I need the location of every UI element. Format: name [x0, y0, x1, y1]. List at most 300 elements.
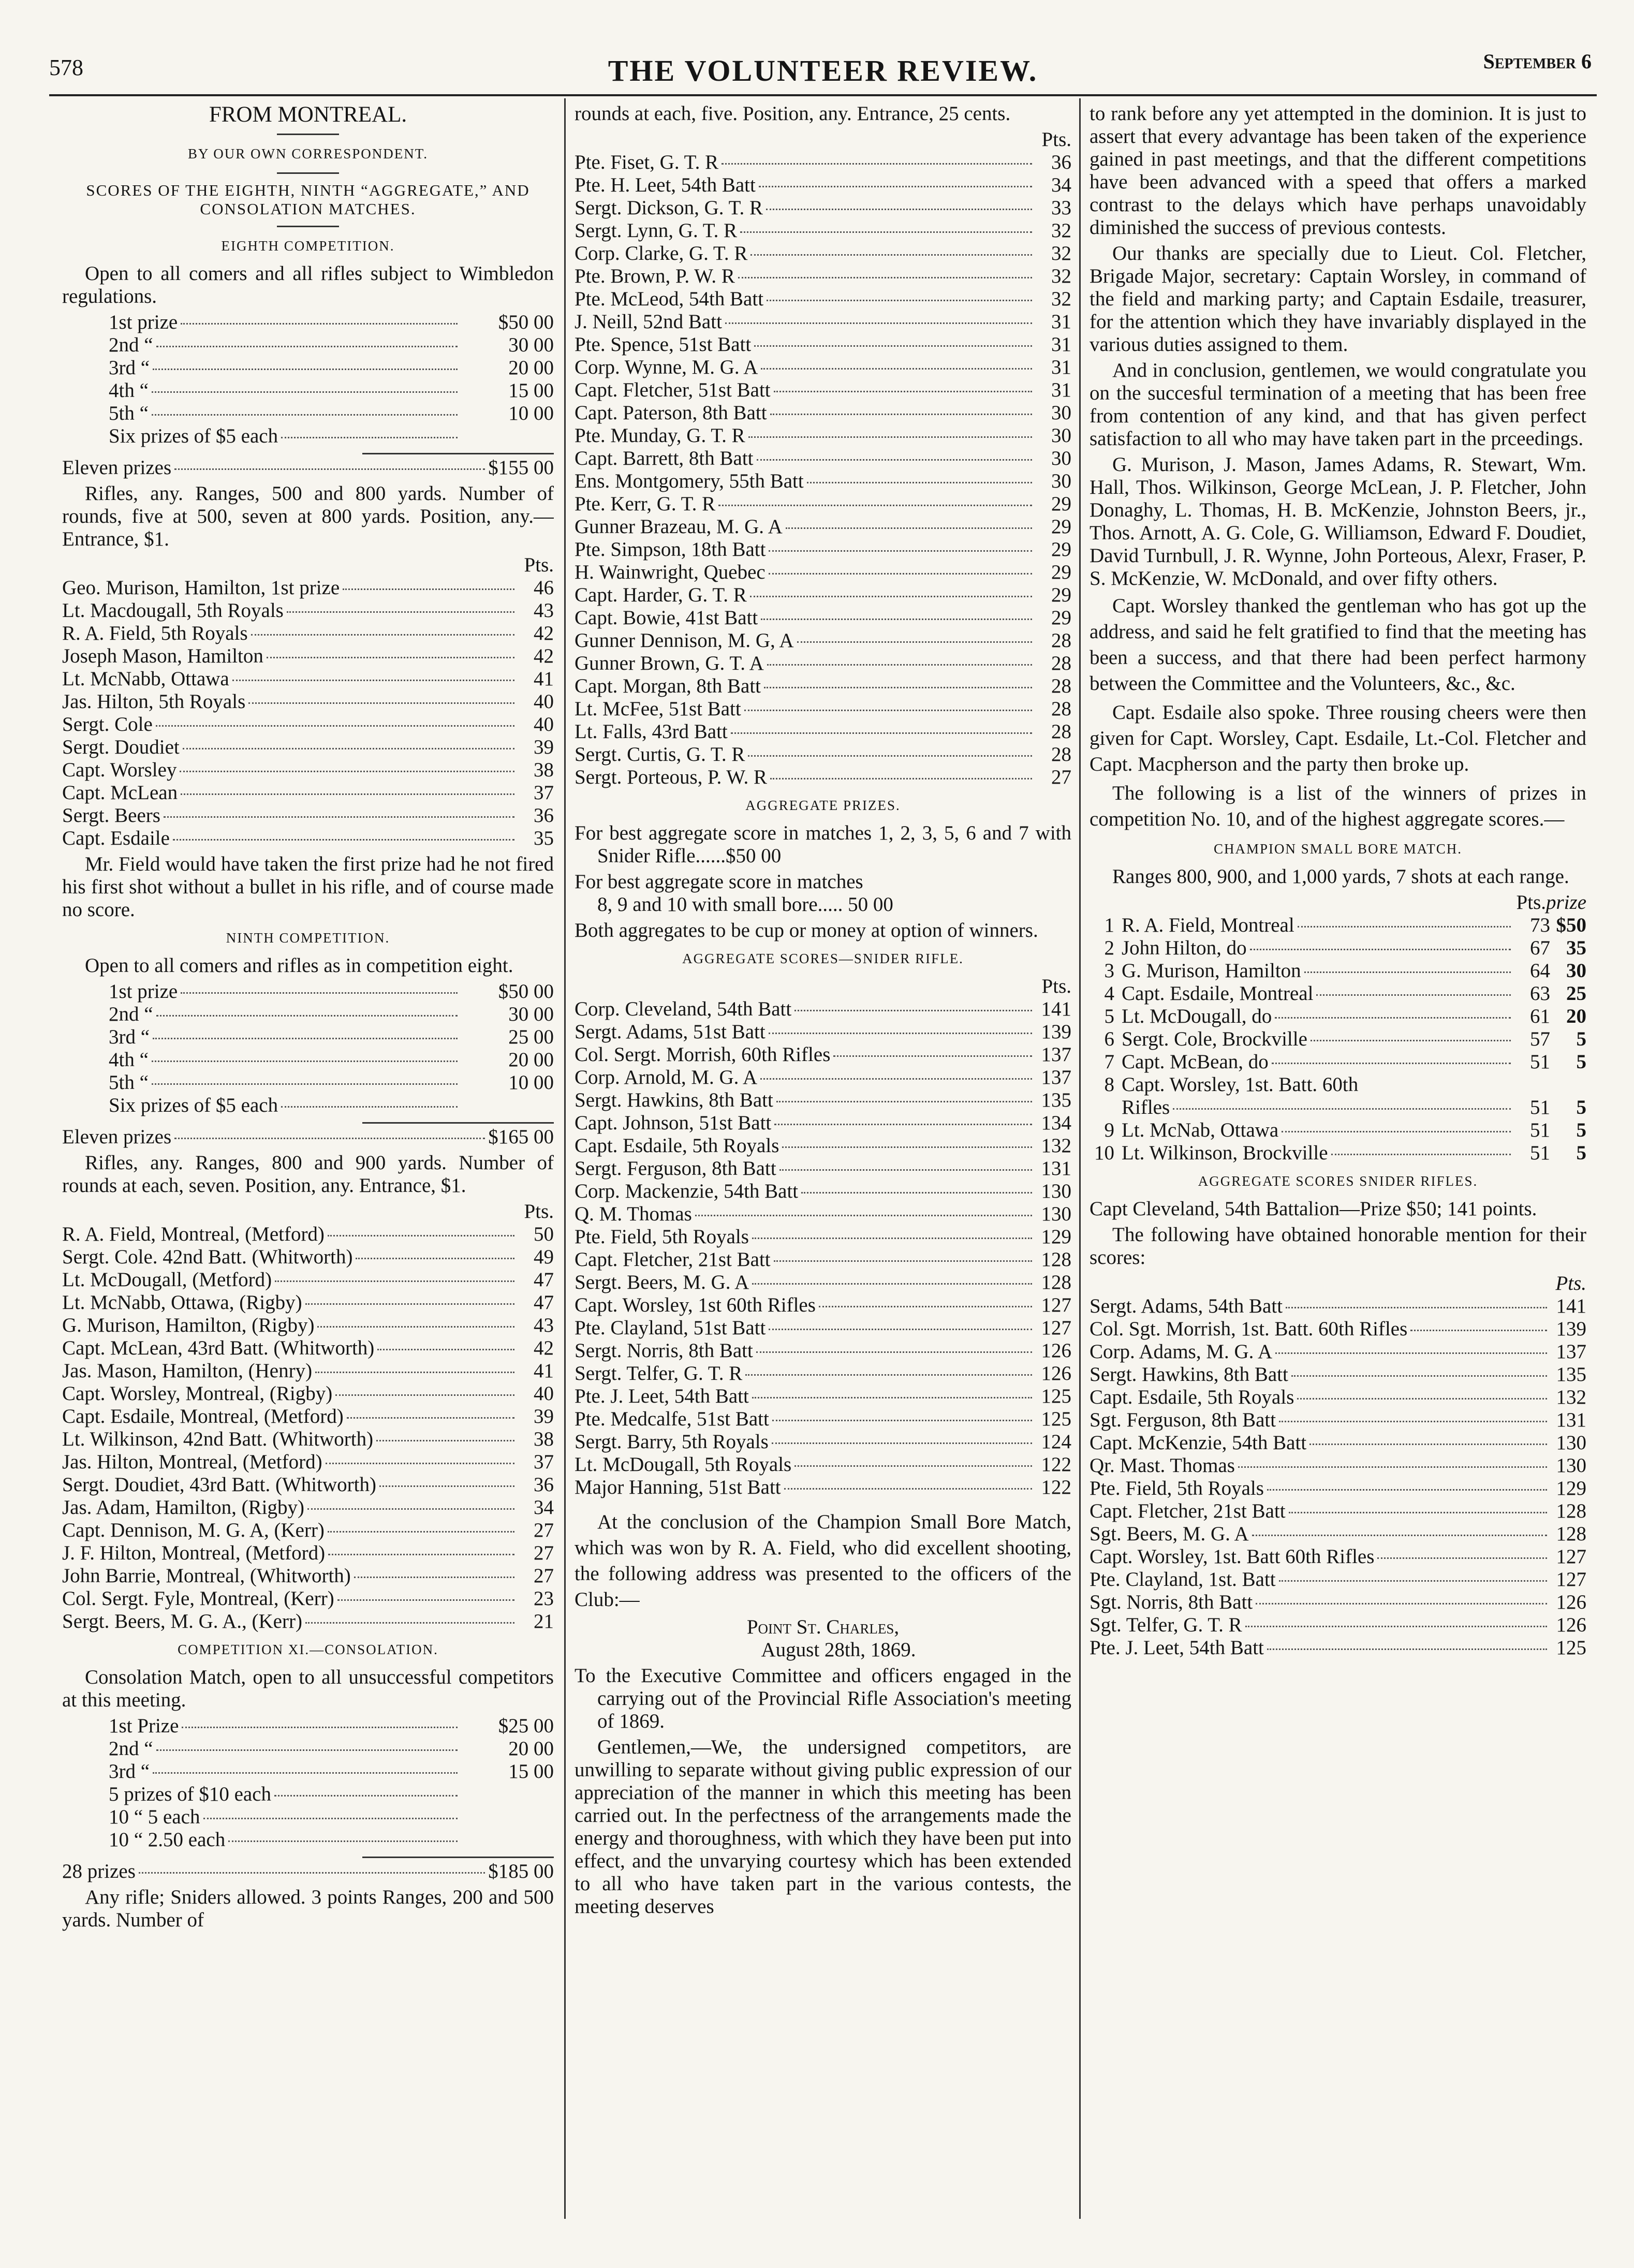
row-value: 38 — [534, 759, 554, 781]
dot-leader — [738, 277, 1032, 278]
row-label: Sergt. Hawkins, 8th Batt — [575, 1089, 773, 1111]
row-label: Col. Sergt. Fyle, Montreal, (Kerr) — [62, 1587, 334, 1610]
row-value: 27 — [534, 1565, 554, 1587]
dot-leader — [152, 1061, 458, 1062]
points: 64 — [1530, 960, 1550, 982]
row-label: Pte. Field, 5th Royals — [575, 1226, 749, 1248]
byline: BY OUR OWN CORRESPONDENT. — [187, 146, 429, 161]
score-row — [575, 629, 1071, 652]
row-value: 137 — [1041, 1066, 1071, 1088]
row-value: 40 — [534, 1382, 554, 1405]
score-row — [575, 311, 1071, 333]
score-row — [575, 1135, 1071, 1157]
prize-row — [62, 402, 554, 425]
row-label: Corp. Adams, M. G. A — [1090, 1341, 1273, 1363]
dot-leader — [1272, 1063, 1511, 1064]
prize-row — [62, 1071, 554, 1094]
section-title: AGGREGATE SCORES—SNIDER RIFLE. — [682, 951, 964, 966]
honorable-list — [1090, 1295, 1586, 1659]
publication-title: THE VOLUNTEER REVIEW. — [608, 54, 1038, 87]
prize-row — [62, 1760, 554, 1783]
dot-leader — [1279, 1421, 1547, 1422]
prize-row — [62, 311, 554, 334]
champion-row — [1090, 1073, 1586, 1096]
score-row — [62, 1314, 554, 1337]
row-label: 3rd “ — [109, 357, 150, 379]
score-row — [62, 599, 554, 622]
dot-leader — [1410, 1330, 1547, 1331]
row-label: Capt. Esdaile — [62, 827, 170, 849]
score-row — [62, 645, 554, 668]
total-rule — [362, 1122, 554, 1124]
row-label: Capt. Worsley — [62, 759, 177, 781]
row-value: 28 — [1051, 652, 1071, 674]
dot-leader — [1252, 1535, 1547, 1536]
address-recipient: To the Executive Committee and officers engaged in the carrying out of the Provincial Rifle Association's meeting of 1869. — [575, 1665, 1071, 1732]
row-label: 10 “ 5 each — [109, 1806, 200, 1828]
dot-leader — [343, 588, 514, 590]
dot-leader — [1267, 1648, 1547, 1650]
row-value: 10 00 — [508, 402, 554, 424]
aggregate-prize: 8, 9 and 10 with small bore..... 50 00 — [597, 893, 893, 916]
row-label: Pte. Clayland, 1st. Batt — [1090, 1568, 1276, 1590]
dot-leader — [287, 611, 514, 613]
row-value: 127 — [1041, 1317, 1071, 1339]
row-label: Sergt. Porteous, P. W. R — [575, 766, 768, 788]
aggregate-prize: For best aggregate score in matches — [575, 871, 863, 893]
row-value: 30 — [1051, 470, 1071, 492]
prize-row — [62, 1829, 554, 1851]
score-row — [1090, 1568, 1586, 1591]
score-row — [62, 1223, 554, 1246]
row-value: 25 00 — [508, 1026, 554, 1048]
row-value: 37 — [534, 782, 554, 804]
competitor: R. A. Field, Montreal — [1122, 914, 1294, 936]
row-value: 129 — [1556, 1477, 1586, 1499]
row-label: Jas. Hilton, Montreal, (Metford) — [62, 1451, 322, 1473]
row-label: Lt. Falls, 43rd Batt — [575, 720, 728, 743]
score-row — [575, 766, 1071, 789]
row-value: 130 — [1041, 1180, 1071, 1202]
row-value: 43 — [534, 599, 554, 622]
dot-leader — [767, 664, 1032, 666]
dot-leader — [756, 1351, 1032, 1353]
dot-leader — [326, 1463, 514, 1464]
score-row — [575, 356, 1071, 379]
rank: 10 — [1094, 1142, 1114, 1164]
row-value: 15 00 — [508, 379, 554, 402]
row-value: 126 — [1556, 1614, 1586, 1636]
address-body: Gentlemen,—We, the undersigned competitors, are unwilling to separate without giving public expression of our appreciation of the manner in which this meeting has been carried out. In the perfectness of the arrangements made the energy and thoroughness, with which they have been put into effect, and the unvarying courtesy which has been extended to all who have taken part in the various contests, the meeting deserves — [575, 1736, 1071, 1918]
champion-row — [1090, 982, 1586, 1005]
row-value: 135 — [1556, 1363, 1586, 1386]
row-value: 32 — [1051, 219, 1071, 242]
score-row — [575, 538, 1071, 561]
champion-row — [1090, 1119, 1586, 1142]
row-label: Sergt. Adams, 51st Batt — [575, 1021, 766, 1043]
score-row — [575, 998, 1071, 1021]
dot-leader — [740, 231, 1032, 233]
dot-leader — [759, 186, 1032, 187]
score-row — [1090, 1545, 1586, 1568]
score-row — [1090, 1477, 1586, 1500]
score-row — [575, 1453, 1071, 1476]
score-row — [575, 1157, 1071, 1180]
row-value: 125 — [1041, 1408, 1071, 1430]
row-value: 28 — [1051, 720, 1071, 743]
prize-total — [62, 456, 554, 479]
dot-leader — [1311, 1040, 1511, 1041]
row-label: Capt. Worsley, Montreal, (Rigby) — [62, 1382, 333, 1405]
row-label: Capt. Worsley, 1st. Batt 60th Rifles — [1090, 1545, 1375, 1568]
row-value: 35 — [534, 827, 554, 849]
row-value: 126 — [1041, 1339, 1071, 1362]
row-label: Capt. Harder, G. T. R — [575, 584, 747, 606]
dot-leader — [337, 1599, 514, 1601]
prize-total — [62, 1860, 554, 1883]
score-row — [575, 1203, 1071, 1226]
row-value: 37 — [534, 1451, 554, 1473]
dot-leader — [317, 1326, 514, 1328]
pts-header: Pts. — [1555, 1272, 1586, 1294]
row-label: Gunner Dennison, M. G, A — [575, 629, 794, 652]
dot-leader — [1267, 1489, 1547, 1491]
row-label: Sergt. Telfer, G. T. R — [575, 1362, 743, 1385]
row-label: Qr. Mast. Thomas — [1090, 1454, 1235, 1477]
score-row — [575, 1339, 1071, 1362]
dot-leader — [275, 1280, 514, 1282]
prize: 5 — [1576, 1028, 1586, 1050]
score-row — [575, 333, 1071, 356]
prize: 5 — [1576, 1119, 1586, 1141]
competitor: Sergt. Cole, Brockville — [1122, 1028, 1307, 1050]
competitor: Lt. McNab, Ottawa — [1122, 1119, 1279, 1141]
prize-row — [62, 357, 554, 379]
row-value: 20 00 — [508, 1737, 554, 1760]
row-value: 27 — [1051, 766, 1071, 788]
dot-leader — [750, 596, 1032, 597]
section-intro: Open to all comers and all rifles subject to Wimbledon regulations. — [62, 262, 554, 307]
row-label: 3rd “ — [109, 1760, 150, 1783]
column-rule-2 — [1079, 98, 1081, 2219]
score-row — [62, 736, 554, 759]
dot-leader — [766, 209, 1032, 210]
score-row — [62, 713, 554, 736]
row-value: 128 — [1556, 1500, 1586, 1522]
dot-leader — [764, 687, 1032, 688]
score-row — [575, 1385, 1071, 1408]
section-title: COMPETITION XI.—CONSOLATION. — [178, 1642, 438, 1657]
section-intro: Consolation Match, open to all unsuccessful competitors at this meeting. — [62, 1666, 554, 1711]
dot-leader — [767, 300, 1032, 301]
section-intro: Open to all comers and rifles as in competition eight. — [85, 954, 513, 977]
row-label: Col. Sgt. Morrish, 1st. Batt. 60th Rifles — [1090, 1318, 1408, 1340]
row-value: 128 — [1041, 1271, 1071, 1293]
row-value: 20 00 — [508, 1049, 554, 1071]
champion-row — [1090, 960, 1586, 982]
row-label: H. Wainwright, Quebec — [575, 561, 766, 583]
row-value: 29 — [1051, 516, 1071, 538]
pts-header: Pts. — [524, 1200, 554, 1223]
score-row — [1090, 1363, 1586, 1386]
dot-leader — [1282, 1131, 1511, 1132]
dot-leader — [750, 254, 1032, 256]
rank: 9 — [1104, 1119, 1114, 1141]
paragraph: At the conclusion of the Champion Small Bore Match, which was won by R. A. Field, who did excellent shooting, the following address was presented to the officers of the Club:— — [575, 1511, 1071, 1611]
prize-row — [62, 425, 554, 448]
dot-leader — [1298, 926, 1511, 927]
row-value: 28 — [1051, 743, 1071, 765]
score-row — [575, 288, 1071, 311]
score-list — [575, 151, 1071, 789]
row-value: 21 — [534, 1610, 554, 1632]
row-value: 126 — [1556, 1591, 1586, 1613]
dot-leader — [1245, 1626, 1547, 1627]
score-row — [575, 1180, 1071, 1203]
score-row — [575, 675, 1071, 698]
score-row — [1090, 1614, 1586, 1637]
competitor: Capt. Esdaile, Montreal — [1122, 982, 1314, 1005]
score-row — [1090, 1409, 1586, 1432]
row-label: Sergt. Doudiet — [62, 736, 180, 758]
prize-row — [62, 1003, 554, 1026]
row-label: 1st prize — [109, 980, 178, 1003]
score-row — [62, 827, 554, 850]
row-value: 27 — [534, 1519, 554, 1541]
dot-leader — [153, 369, 458, 370]
dot-leader — [695, 1215, 1032, 1216]
dot-leader — [794, 1010, 1032, 1011]
row-label: Lt. Wilkinson, 42nd Batt. (Whitworth) — [62, 1428, 374, 1450]
row-label: Capt. Fletcher, 21st Batt — [1090, 1500, 1286, 1522]
score-row — [575, 1431, 1071, 1453]
row-label: Pte. Fiset, G. T. R — [575, 151, 719, 173]
row-value: 30 — [1051, 424, 1071, 447]
score-row — [575, 1476, 1071, 1499]
row-value: $25 00 — [498, 1715, 554, 1737]
score-row — [62, 1337, 554, 1360]
row-value: 134 — [1041, 1112, 1071, 1134]
score-row — [1090, 1318, 1586, 1341]
page-number: 578 — [49, 55, 83, 80]
article-heading: FROM MONTREAL. — [209, 102, 407, 127]
prize-list — [62, 1715, 554, 1851]
dot-leader — [181, 793, 514, 795]
dot-leader — [745, 1374, 1032, 1376]
signatories: G. Murison, J. Mason, James Adams, R. Stewart, Wm. Hall, Thos. Wilkinson, George McLean, J. P. Fletcher, John Donaghy, L. Thomas, H. B. McKenzie, Johnston Beers, jr., Thos. Arnott, A. G. Cole, G. Williamson, Edward F. Doudiet, David Turnbull, J. R. Wynne, John Porteous, Alexr, Fraser, P. S. McKenzie, W. McDonald, and over fifty others. — [1090, 453, 1586, 590]
paragraph: And in conclusion, gentlemen, we would congratulate you on the succesful termination of a meeting that has been free from contention of any kind, and that has given perfect satisfaction to all who may have taken part in the prceedings. — [1090, 359, 1586, 450]
prize-list — [62, 311, 554, 448]
row-label: Sergt. Hawkins, 8th Batt — [1090, 1363, 1288, 1386]
row-label: Jas. Hilton, 5th Royals — [62, 690, 246, 713]
row-value: 39 — [534, 736, 554, 758]
score-row — [575, 174, 1071, 197]
dot-leader — [769, 1329, 1032, 1330]
dot-leader — [786, 527, 1032, 529]
score-row — [575, 584, 1071, 607]
score-row — [62, 668, 554, 690]
dot-leader — [305, 1303, 514, 1305]
score-row — [1090, 1637, 1586, 1659]
dot-leader — [281, 1106, 458, 1108]
dot-leader — [1250, 949, 1511, 950]
score-row — [1090, 1591, 1586, 1614]
column-1 — [62, 99, 554, 2211]
row-value: 38 — [534, 1428, 554, 1450]
row-label: Jas. Adam, Hamilton, (Rigby) — [62, 1496, 304, 1519]
total-rule — [362, 453, 554, 454]
dot-leader — [1291, 1375, 1547, 1377]
row-value: 50 — [534, 1223, 554, 1245]
row-label: Lt. McNabb, Ottawa — [62, 668, 229, 690]
row-value: 29 — [1051, 584, 1071, 606]
competitor: John Hilton, do — [1122, 937, 1247, 959]
row-label: Capt. Paterson, 8th Batt — [575, 402, 767, 424]
dot-leader — [1275, 1017, 1511, 1019]
row-value: 128 — [1041, 1248, 1071, 1271]
dot-leader — [744, 710, 1032, 711]
row-value: 131 — [1556, 1409, 1586, 1431]
note: Mr. Field would have taken the first prize had he not fired his first shot without a bullet in his rifle, and of course made no score. — [62, 853, 554, 921]
row-value: 141 — [1041, 998, 1071, 1020]
row-label: 4th “ — [109, 1049, 149, 1071]
score-row — [62, 1610, 554, 1633]
prize-total — [62, 1126, 554, 1148]
score-row — [62, 1246, 554, 1269]
dot-leader — [274, 1795, 458, 1796]
row-value: 49 — [534, 1246, 554, 1268]
dot-leader — [770, 778, 1032, 779]
row-value: 31 — [1051, 356, 1071, 378]
score-row — [62, 1382, 554, 1405]
score-row — [575, 1408, 1071, 1431]
dot-leader — [347, 1417, 514, 1419]
row-label: Sergt. Adams, 54th Batt — [1090, 1295, 1283, 1317]
row-label: Pte. Brown, P. W. R — [575, 265, 735, 287]
row-label: Capt. Morgan, 8th Batt — [575, 675, 761, 697]
row-label: 10 “ 2.50 each — [109, 1829, 226, 1851]
row-label: R. A. Field, 5th Royals — [62, 622, 248, 644]
rank: 6 — [1104, 1028, 1114, 1050]
rank: 8 — [1104, 1073, 1114, 1096]
row-label: Capt. McLean, 43rd Batt. (Whitworth) — [62, 1337, 375, 1359]
champion-row — [1090, 1051, 1586, 1073]
dot-leader — [748, 436, 1032, 438]
dot-leader — [156, 725, 514, 727]
row-value: 23 — [534, 1587, 554, 1610]
score-row — [62, 1405, 554, 1428]
row-label: Capt. Bowie, 41st Batt — [575, 607, 758, 629]
column-rule-1 — [564, 98, 566, 2219]
rank: 1 — [1104, 914, 1114, 936]
row-label: Geo. Murison, Hamilton, 1st prize — [62, 577, 340, 599]
section-title: AGGREGATE PRIZES. — [745, 798, 901, 813]
row-label: Lt. McDougall, 5th Royals — [575, 1453, 792, 1476]
score-list — [62, 1223, 554, 1633]
dot-leader — [228, 1840, 458, 1842]
points: 51 — [1530, 1096, 1550, 1118]
row-value: 122 — [1041, 1476, 1071, 1498]
score-row — [575, 402, 1071, 424]
score-row — [575, 743, 1071, 766]
score-row — [62, 804, 554, 827]
page-header — [49, 49, 1597, 91]
row-label: Col. Sergt. Morrish, 60th Rifles — [575, 1043, 831, 1066]
prize: 25 — [1566, 982, 1586, 1005]
dot-leader — [156, 1749, 458, 1751]
dot-leader — [769, 573, 1032, 575]
row-value: 29 — [1051, 607, 1071, 629]
row-value: 139 — [1556, 1318, 1586, 1340]
dot-leader — [754, 345, 1032, 347]
divider — [277, 134, 339, 135]
dot-leader — [180, 771, 514, 772]
row-label: Joseph Mason, Hamilton — [62, 645, 263, 667]
dot-leader — [1316, 994, 1511, 996]
score-row — [62, 782, 554, 804]
dot-leader — [335, 1394, 514, 1396]
row-label: Capt. Esdaile, 5th Royals — [1090, 1386, 1294, 1408]
row-value: 36 — [1051, 151, 1071, 173]
row-value: 122 — [1041, 1453, 1071, 1476]
score-row — [575, 265, 1071, 288]
dot-leader — [281, 437, 458, 438]
dot-leader — [267, 657, 514, 658]
total-value: $185 00 — [488, 1860, 554, 1882]
dot-leader — [801, 1192, 1032, 1194]
row-value: 128 — [1556, 1523, 1586, 1545]
prize-row — [62, 1094, 554, 1117]
rank: 7 — [1104, 1051, 1114, 1073]
paragraph: to rank before any yet attempted in the dominion. It is just to assert that every advantage has been taken of the experience gained in past meetings, and that the different competitions have been advanced with a speed that offers a marked contrast to the delays which have perhaps unavoidably diminished the success of previous contests. — [1090, 102, 1586, 239]
row-label: Sergt. Ferguson, 8th Batt — [575, 1157, 776, 1180]
row-label: Sergt. Beers, M. G. A., (Kerr) — [62, 1610, 302, 1632]
row-label: Sgt. Ferguson, 8th Batt — [1090, 1409, 1276, 1431]
competitor: Capt. Worsley, 1st. Batt. 60th — [1122, 1073, 1359, 1096]
champ-header — [1090, 891, 1586, 914]
prize-row — [62, 980, 554, 1003]
row-label: 2nd “ — [109, 1737, 153, 1760]
score-row — [62, 622, 554, 645]
dot-leader — [251, 634, 514, 636]
score-row — [1090, 1523, 1586, 1545]
dot-leader — [779, 1169, 1032, 1171]
row-value: 31 — [1051, 311, 1071, 333]
score-row — [62, 1496, 554, 1519]
champion-list — [1090, 914, 1586, 1165]
row-label: Lt. McFee, 51st Batt — [575, 698, 741, 720]
aggregate-winner: Capt Cleveland, 54th Battalion—Prize $50; 141 points. — [1090, 1198, 1537, 1220]
dot-leader — [770, 414, 1032, 415]
prize: 20 — [1566, 1005, 1586, 1027]
score-row — [575, 493, 1071, 516]
score-row — [575, 1112, 1071, 1135]
row-label: Six prizes of $5 each — [109, 425, 278, 447]
champ-prize-header: prize — [1546, 891, 1586, 914]
row-value: 47 — [534, 1269, 554, 1291]
honorable-intro: The following have obtained honorable mention for their scores: — [1090, 1224, 1586, 1269]
score-row — [1090, 1432, 1586, 1454]
continued-text: rounds at each, five. Position, any. Entrance, 25 cents. — [575, 102, 1011, 125]
row-value: 32 — [1051, 242, 1071, 264]
row-label: 2nd “ — [109, 1003, 153, 1025]
row-label: Sergt. Doudiet, 43rd Batt. (Whitworth) — [62, 1474, 376, 1496]
dot-leader — [794, 1465, 1032, 1467]
row-label: Sergt. Barry, 5th Royals — [575, 1431, 769, 1453]
row-value: 127 — [1041, 1294, 1071, 1316]
dot-leader — [761, 618, 1032, 620]
score-row — [575, 447, 1071, 470]
